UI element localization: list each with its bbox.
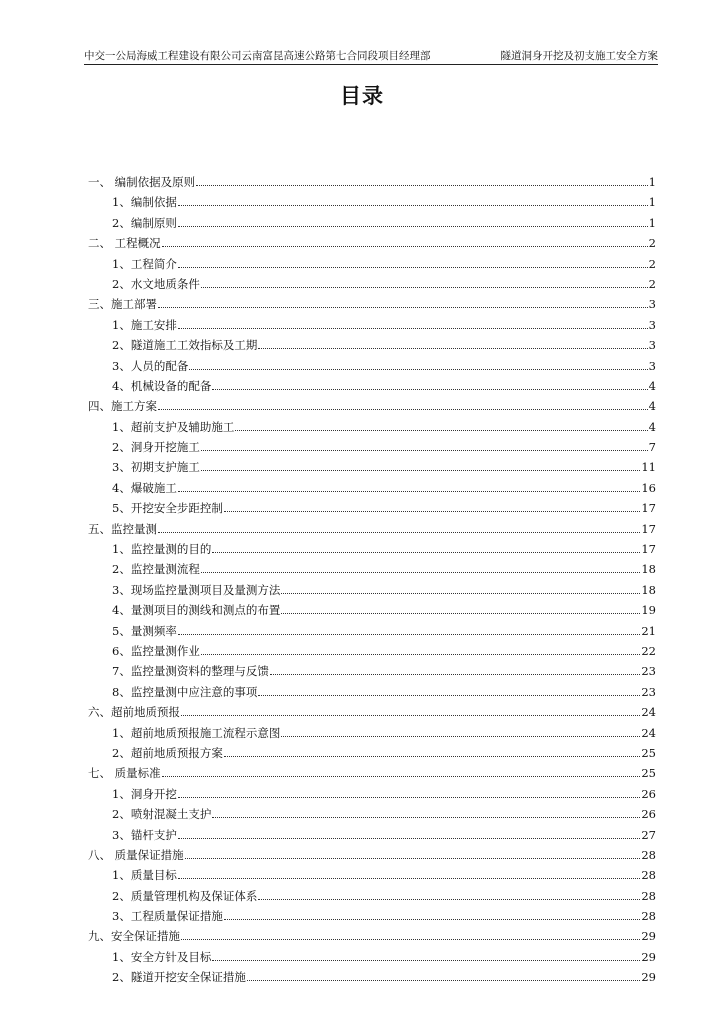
toc-entry-label: 六、超前地质预报 [88,705,180,720]
toc-dot-leader [235,430,647,431]
toc-subsection-entry[interactable] [88,725,656,745]
toc-dot-leader [224,756,641,757]
toc-section-entry[interactable] [88,521,656,541]
toc-dot-leader [178,838,641,839]
toc-entry-label: 2、质量管理机构及保证体系 [112,888,258,903]
toc-page-number: 29 [641,929,656,944]
toc-subsection-entry[interactable] [88,582,656,602]
toc-entry-label: 4、量测项目的测线和测点的布置 [112,603,281,618]
toc-page-number: 28 [641,847,656,862]
toc-page-number: 26 [641,807,656,822]
toc-entry-label: 8、监控量测中应注意的事项 [112,684,258,699]
toc-page-number: 29 [641,970,656,985]
toc-entry-label: 1、超前支护及辅助施工 [112,419,235,434]
toc-section-entry[interactable] [88,928,656,948]
toc-subsection-entry[interactable] [88,194,656,214]
toc-page-number: 25 [641,766,656,781]
toc-page-number: 3 [648,338,656,353]
toc-dot-leader [201,654,641,655]
toc-entry-label: 2、洞身开挖施工 [112,440,200,455]
toc-entry-label: 九、安全保证措施 [88,929,180,944]
toc-dot-leader [224,511,641,512]
toc-subsection-entry[interactable] [88,561,656,581]
toc-section-entry[interactable] [88,296,656,316]
toc-entry-label: 1、工程简介 [112,256,177,271]
toc-dot-leader [162,246,648,247]
toc-subsection-entry[interactable] [88,643,656,663]
toc-dot-leader [178,267,648,268]
toc-section-entry[interactable] [88,847,656,867]
toc-entry-label: 1、洞身开挖 [112,786,177,801]
toc-dot-leader [158,307,648,308]
toc-dot-leader [178,226,648,227]
toc-entry-label: 7、监控量测资料的整理与反馈 [112,664,269,679]
toc-page-number: 11 [641,460,656,475]
toc-page-number: 24 [641,705,656,720]
toc-entry-label: 1、安全方针及目标 [112,949,212,964]
toc-subsection-entry[interactable] [88,969,656,989]
toc-dot-leader [201,470,641,471]
toc-page-number: 27 [641,827,656,842]
toc-subsection-entry[interactable] [88,378,656,398]
toc-dot-leader [201,450,648,451]
toc-subsection-entry[interactable] [88,663,656,683]
toc-page-number: 18 [641,562,656,577]
toc-entry-label: 1、质量目标 [112,868,177,883]
toc-dot-leader [281,613,640,614]
toc-entry-label: 1、编制依据 [112,195,177,210]
toc-entry-label: 1、监控量测的目的 [112,542,212,557]
toc-subsection-entry[interactable] [88,949,656,969]
toc-dot-leader [178,797,641,798]
toc-entry-label: 七、 质量标准 [88,766,161,781]
toc-subsection-entry[interactable] [88,480,656,500]
toc-entry-label: 二、 工程概况 [88,236,161,251]
header-organization: 中交一公局海威工程建设有限公司云南富昆高速公路第七合同段项目经理部 [84,50,431,62]
toc-entry-label: 6、监控量测作业 [112,643,200,658]
toc-entry-label: 1、施工安排 [112,317,177,332]
toc-page-number: 2 [648,236,656,251]
toc-entry-label: 三、施工部署 [88,297,157,312]
toc-page-number: 3 [648,317,656,332]
toc-page-number: 19 [641,603,656,618]
toc-subsection-entry[interactable] [88,500,656,520]
toc-page-number: 28 [641,909,656,924]
toc-entry-label: 3、工程质量保证措施 [112,909,223,924]
toc-entry-label: 4、爆破施工 [112,480,177,495]
toc-section-entry[interactable] [88,704,656,724]
toc-page-number: 16 [641,480,656,495]
toc-dot-leader [196,185,648,186]
toc-entry-label: 2、超前地质预报方案 [112,745,223,760]
table-of-contents [88,174,656,990]
toc-dot-leader [212,960,640,961]
toc-page-number: 1 [648,215,656,230]
toc-subsection-entry[interactable] [88,745,656,765]
toc-entry-label: 一、 编制依据及原则 [88,175,196,189]
toc-dot-leader [281,593,640,594]
toc-page-number: 1 [648,195,656,210]
toc-subsection-entry[interactable] [88,827,656,847]
toc-page-number: 17 [641,501,656,516]
toc-entry-label: 3、现场监控量测项目及量测方法 [112,582,281,597]
toc-dot-leader [224,919,641,920]
toc-page-number: 24 [641,725,656,740]
toc-page-number: 4 [648,378,656,393]
toc-dot-leader [185,858,641,859]
toc-entry-label: 八、 质量保证措施 [88,847,184,862]
toc-dot-leader [201,572,641,573]
toc-page-number: 17 [641,521,656,536]
toc-dot-leader [181,715,640,716]
toc-dot-leader [178,328,648,329]
toc-dot-leader [212,389,647,390]
toc-page-number: 28 [641,888,656,903]
toc-subsection-entry[interactable] [88,623,656,643]
toc-dot-leader [281,736,640,737]
toc-dot-leader [178,205,648,206]
toc-subsection-entry[interactable] [88,276,656,296]
toc-section-entry[interactable] [88,398,656,418]
header-document-title: 隧道洞身开挖及初支施工安全方案 [500,50,658,62]
toc-dot-leader [178,634,641,635]
toc-page-number: 2 [648,256,656,271]
toc-subsection-entry[interactable] [88,419,656,439]
toc-section-entry[interactable] [88,235,656,255]
toc-page-number: 7 [648,440,656,455]
toc-page-number: 18 [641,582,656,597]
toc-page-number: 4 [648,399,656,414]
toc-dot-leader [158,532,640,533]
toc-entry-label: 1、超前地质预报施工流程示意图 [112,725,281,740]
toc-dot-leader [201,287,648,288]
toc-page-number: 17 [641,542,656,557]
toc-page-number: 22 [641,643,656,658]
toc-entry-label: 3、人员的配备 [112,358,189,373]
toc-page-number: 4 [648,419,656,434]
toc-page-number: 29 [641,949,656,964]
toc-subsection-entry[interactable] [88,337,656,357]
toc-entry-label: 5、开挖安全步距控制 [112,501,223,516]
toc-dot-leader [258,695,640,696]
toc-subsection-entry[interactable] [88,358,656,378]
toc-subsection-entry[interactable] [88,602,656,622]
toc-subsection-entry[interactable] [88,317,656,337]
toc-entry-label: 2、隧道开挖安全保证措施 [112,970,246,985]
toc-subsection-entry[interactable] [88,256,656,276]
toc-dot-leader [270,674,641,675]
toc-dot-leader [212,552,640,553]
toc-page-number: 21 [641,623,656,638]
toc-page-number: 23 [641,684,656,699]
toc-dot-leader [178,878,641,879]
toc-page-number: 26 [641,786,656,801]
toc-entry-label: 2、编制原则 [112,215,177,230]
toc-entry-label: 2、水文地质条件 [112,276,200,291]
toc-entry-label: 四、施工方案 [88,399,157,414]
header-rule [84,64,658,65]
toc-dot-leader [247,980,641,981]
page-title: 目录 [340,84,384,108]
toc-dot-leader [181,939,640,940]
toc-entry-label: 3、锚杆支护 [112,827,177,842]
toc-subsection-entry[interactable] [88,888,656,908]
toc-subsection-entry[interactable] [88,439,656,459]
toc-page-number: 28 [641,868,656,883]
toc-entry-label: 2、监控量测流程 [112,562,200,577]
toc-subsection-entry[interactable] [88,459,656,479]
toc-subsection-entry[interactable] [88,684,656,704]
toc-entry-label: 2、喷射混凝土支护 [112,807,212,822]
toc-subsection-entry[interactable] [88,786,656,806]
toc-page-number: 25 [641,745,656,760]
toc-dot-leader [258,899,640,900]
toc-subsection-entry[interactable] [88,806,656,826]
toc-section-entry[interactable] [88,174,656,194]
toc-entry-label: 4、机械设备的配备 [112,378,212,393]
toc-entry-label: 3、初期支护施工 [112,460,200,475]
toc-dot-leader [212,817,640,818]
toc-entry-label: 2、隧道施工工效指标及工期 [112,338,258,353]
toc-page-number: 3 [648,358,656,373]
toc-subsection-entry[interactable] [88,908,656,928]
toc-dot-leader [162,776,641,777]
toc-page-number: 1 [648,175,656,189]
toc-entry-label: 五、监控量测 [88,521,157,536]
toc-page-number: 3 [648,297,656,312]
toc-dot-leader [258,348,647,349]
toc-page-number: 23 [641,664,656,679]
toc-dot-leader [178,491,641,492]
toc-dot-leader [158,409,648,410]
toc-page-number: 2 [648,276,656,291]
toc-entry-label: 5、量测频率 [112,623,177,638]
toc-subsection-entry[interactable] [88,215,656,235]
toc-subsection-entry[interactable] [88,541,656,561]
running-header [84,48,658,64]
toc-subsection-entry[interactable] [88,867,656,887]
toc-dot-leader [189,369,647,370]
toc-section-entry[interactable] [88,765,656,785]
